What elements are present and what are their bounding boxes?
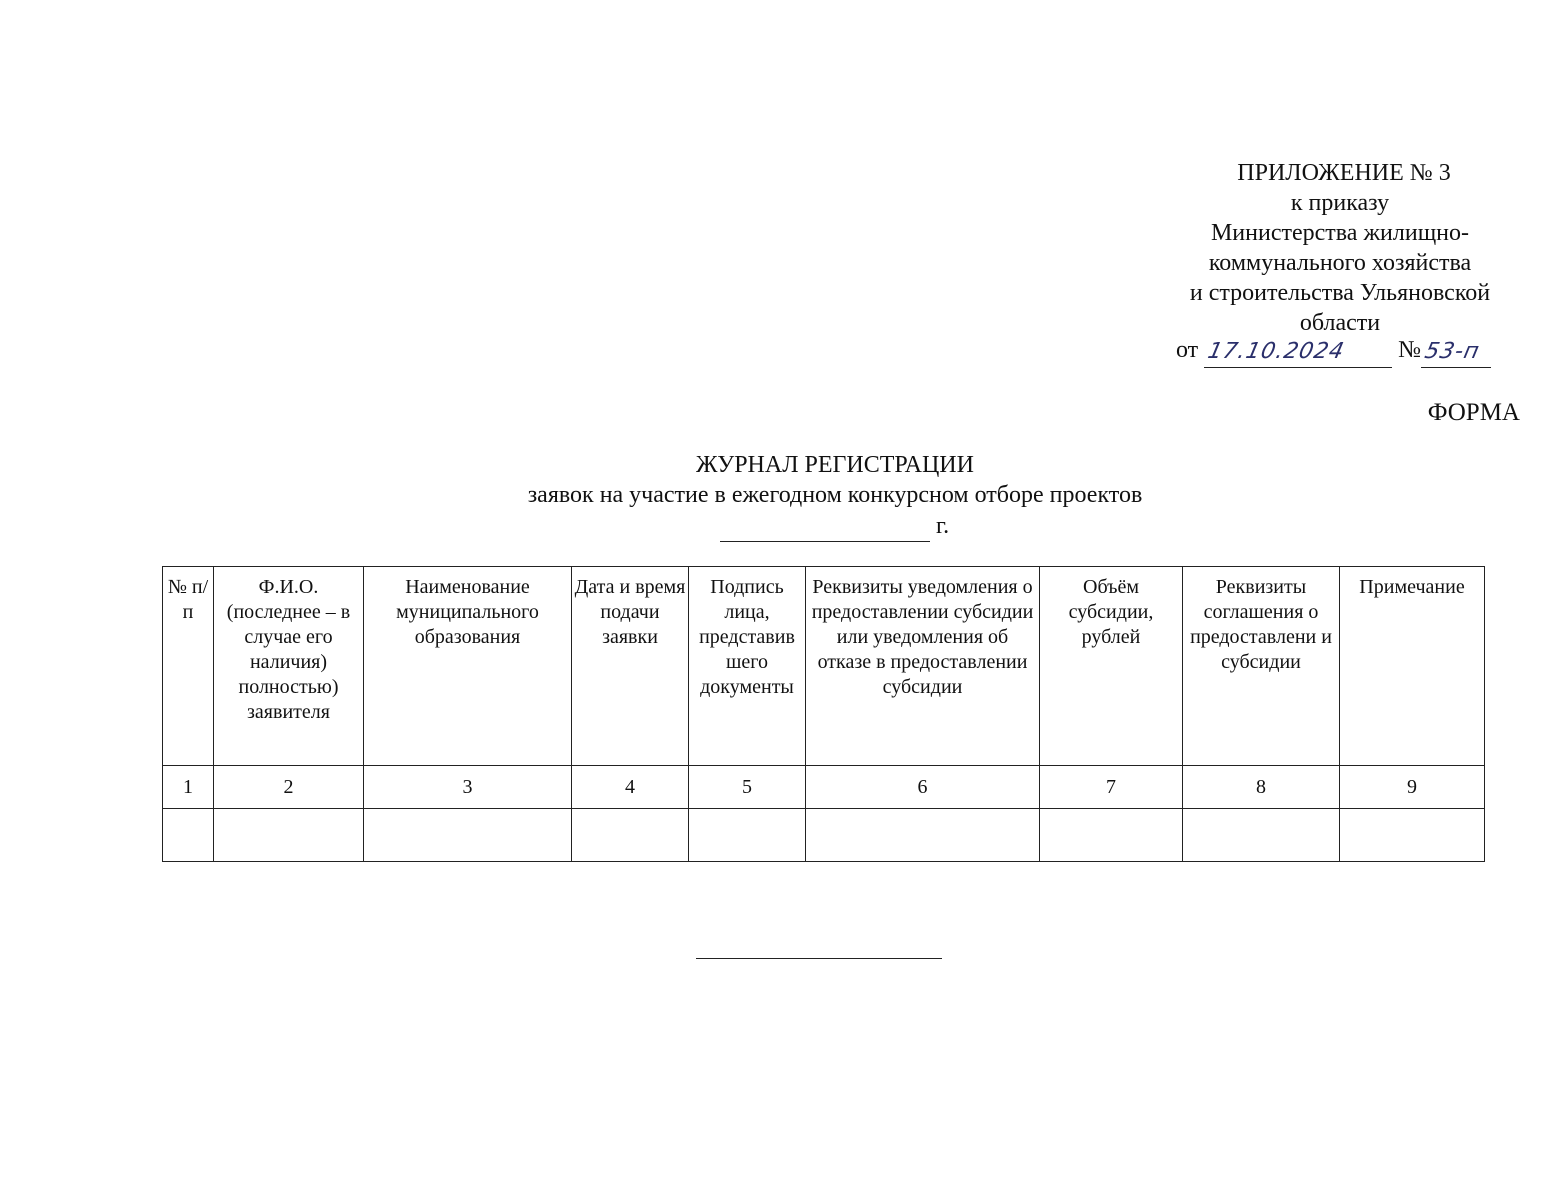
header-cell: Дата и время подачи заявки (572, 567, 689, 766)
table-header-row (163, 567, 1485, 766)
appendix-line-ministry-cont: коммунального хозяйства (1208, 250, 1472, 276)
header-cell: № п/п (163, 567, 214, 766)
table-row (163, 809, 1485, 862)
year-suffix: г. (936, 513, 950, 539)
document-heading (330, 450, 1350, 510)
year-line (720, 510, 980, 542)
appendix-title: ПРИЛОЖЕНИЕ № 3 (1237, 160, 1451, 186)
document-subtitle: заявок на участие в ежегодном конкурсном отборе проектов (527, 482, 1143, 508)
header-cell: Реквизиты соглашения о предоставлени и субсидии (1183, 567, 1340, 766)
column-number-cell: 5 (689, 766, 806, 809)
empty-cell (214, 809, 364, 862)
date-prefix: от (1176, 337, 1199, 363)
order-reference (1176, 332, 1516, 368)
appendix-line-construction: и строительства Ульяновской (1189, 280, 1491, 306)
appendix-line-ministry: Министерства жилищно- (1210, 220, 1470, 246)
appendix-line-region: области (1299, 310, 1381, 336)
empty-cell (806, 809, 1040, 862)
appendix-line-order: к приказу (1290, 190, 1390, 216)
column-number-cell: 9 (1340, 766, 1485, 809)
column-number-cell: 6 (806, 766, 1040, 809)
header-cell: Реквизиты уведомления о предоставлении субсидии или уведомления об отказе в предоставлении субсидии (806, 567, 1040, 766)
form-label: ФОРМА (1427, 399, 1520, 426)
appendix-block (1160, 158, 1520, 338)
column-number-cell: 2 (214, 766, 364, 809)
closing-rule (696, 958, 942, 959)
header-cell: Подпись лица, представив шего документы (689, 567, 806, 766)
order-number-field (1421, 337, 1491, 368)
column-number-cell: 8 (1183, 766, 1340, 809)
column-number-row (163, 766, 1485, 809)
empty-cell (572, 809, 689, 862)
year-blank (720, 515, 930, 542)
column-number-cell: 4 (572, 766, 689, 809)
empty-cell (364, 809, 572, 862)
number-prefix: № (1398, 337, 1422, 363)
empty-cell (1040, 809, 1183, 862)
header-cell: Наименование муниципального образования (364, 567, 572, 766)
order-date-handwritten: 17.10.2024 (1205, 339, 1347, 364)
header-cell: Ф.И.О. (последнее – в случае его наличия) полностью) заявителя (214, 567, 364, 766)
header-cell: Объём субсидии, рублей (1040, 567, 1183, 766)
column-number-cell: 7 (1040, 766, 1183, 809)
empty-cell (163, 809, 214, 862)
empty-cell (689, 809, 806, 862)
column-number-cell: 3 (364, 766, 572, 809)
order-number-handwritten: 53-п (1422, 339, 1483, 364)
header-cell: Примечание (1340, 567, 1485, 766)
empty-cell (1340, 809, 1485, 862)
document-title: ЖУРНАЛ РЕГИСТРАЦИИ (696, 452, 974, 478)
empty-cell (1183, 809, 1340, 862)
order-date-field (1204, 337, 1392, 368)
column-number-cell: 1 (163, 766, 214, 809)
registration-table (162, 566, 1485, 862)
